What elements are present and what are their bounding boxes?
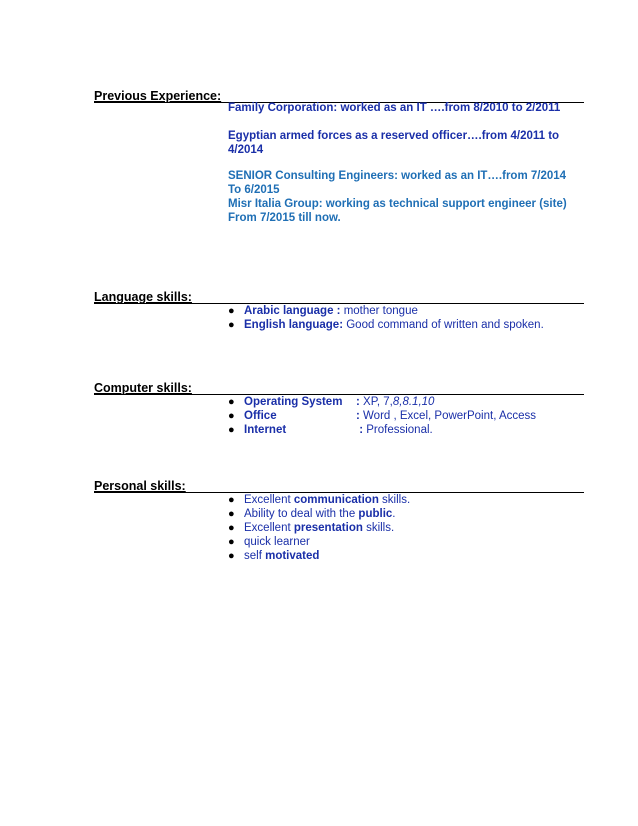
section-heading-rule xyxy=(94,478,584,493)
skill-separator: : xyxy=(356,410,364,422)
personal-skills-heading: Personal skills: xyxy=(94,479,186,493)
bullet-icon: ● xyxy=(228,522,235,534)
language-label: Arabic language : xyxy=(244,305,341,317)
list-item xyxy=(228,318,578,332)
experience-entry: Misr Italia Group: working as technical support engineer (site) From 7/2015 till now. xyxy=(228,198,567,224)
experience-entry: SENIOR Consulting Engineers: worked as an IT….from 7/2014 To 6/2015 xyxy=(228,170,567,196)
bullet-icon: ● xyxy=(228,396,235,408)
experience-list xyxy=(228,101,578,225)
section-heading-rule xyxy=(94,289,584,304)
skill-text: Excellent xyxy=(244,494,294,506)
personal-skills-section xyxy=(94,478,584,562)
skill-emphasis: communication xyxy=(293,494,379,506)
skill-value-italic: 8,8.1,10 xyxy=(392,396,435,408)
experience-entry: Egyptian armed forces as a reserved officer….from 4/2011 to 4/2014 xyxy=(228,130,560,156)
language-value: Good command of written and spoken. xyxy=(343,319,544,331)
list-item xyxy=(228,409,578,423)
previous-experience-section xyxy=(94,88,584,224)
skill-text: skills. xyxy=(378,494,411,506)
language-label: English language: xyxy=(244,319,344,331)
language-value: mother tongue xyxy=(340,305,418,317)
bullet-icon: ● xyxy=(228,494,235,506)
bullet-icon: ● xyxy=(228,424,235,436)
language-skills-heading: Language skills: xyxy=(94,290,192,304)
skill-text: Ability to deal with the xyxy=(244,508,359,520)
skill-separator: : xyxy=(356,396,364,408)
skill-text: quick learner xyxy=(244,536,310,548)
skill-label: Operating System xyxy=(244,396,343,408)
skill-label: Office xyxy=(244,410,277,422)
bullet-icon: ● xyxy=(228,319,235,331)
computer-list xyxy=(228,395,578,437)
computer-skills-heading: Computer skills: xyxy=(94,381,192,395)
skill-separator: : xyxy=(356,424,367,436)
list-item xyxy=(228,549,578,563)
list-item xyxy=(228,493,578,507)
skill-text: . xyxy=(392,508,396,520)
skill-value: Word , Excel, PowerPoint, Access xyxy=(363,410,537,422)
language-skills-section xyxy=(94,289,584,331)
language-list xyxy=(228,304,578,332)
skill-text: self xyxy=(244,550,266,562)
skill-text: skills. xyxy=(362,522,395,534)
bullet-icon: ● xyxy=(228,550,235,562)
skill-emphasis: public xyxy=(358,508,393,520)
bullet-icon: ● xyxy=(228,305,235,317)
bullet-icon: ● xyxy=(228,508,235,520)
list-item xyxy=(228,395,578,409)
list-item xyxy=(228,507,578,521)
personal-list xyxy=(228,493,578,563)
previous-experience-heading: Previous Experience: xyxy=(94,89,222,103)
experience-entry: Family Corporation: worked as an IT ….from 8/2010 to 2/2011 xyxy=(228,102,561,114)
skill-emphasis: presentation xyxy=(293,522,363,534)
list-item xyxy=(228,304,578,318)
bullet-icon: ● xyxy=(228,410,235,422)
skill-text: Excellent xyxy=(244,522,294,534)
list-item xyxy=(228,535,578,549)
list-item xyxy=(228,423,578,437)
list-item xyxy=(228,521,578,535)
bullet-icon: ● xyxy=(228,536,235,548)
skill-value: Professional. xyxy=(366,424,433,436)
section-heading-rule xyxy=(94,380,584,395)
skill-emphasis: motivated xyxy=(265,550,320,562)
skill-value: XP, 7, xyxy=(363,396,393,408)
skill-label: Internet xyxy=(244,424,287,436)
computer-skills-section xyxy=(94,380,584,436)
